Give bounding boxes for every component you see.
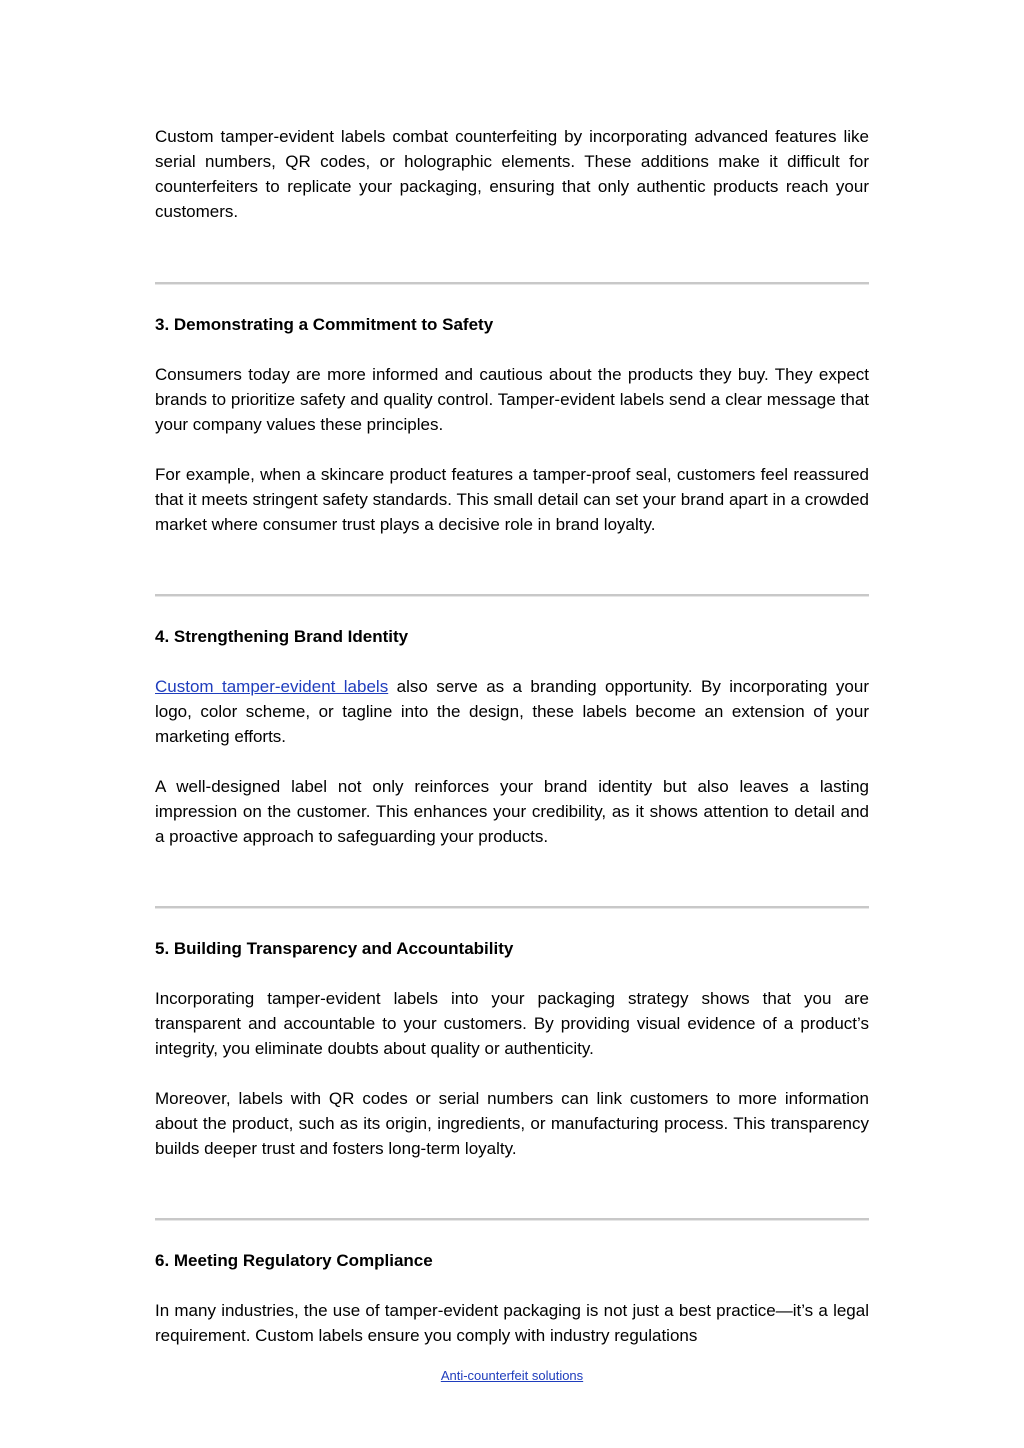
section-heading-safety: 3. Demonstrating a Commitment to Safety (155, 315, 494, 334)
compliance-paragraph-1: In many industries, the use of tamper-evident packaging is not just a best practice—it’s a legal requirement. Custom labels ensure you comply with industry regulations (155, 1301, 869, 1345)
transparency-paragraph-2: Moreover, labels with QR codes or serial numbers can link customers to more information about the product, such as its origin, ingredients, or manufacturing process. This transparency builds deeper trust and fosters long-term loyalty. (155, 1089, 869, 1158)
brand-identity-paragraph-2: A well-designed label not only reinforces your brand identity but also leaves a lasting impression on the customer. This enhances your credibility, as it shows attention to detail and a proactive approach to safeguarding your products. (155, 777, 869, 846)
custom-tamper-evident-labels-link[interactable]: Custom tamper-evident labels (155, 677, 389, 696)
document-page (155, 124, 869, 1348)
section-heading-transparency: 5. Building Transparency and Accountability (155, 939, 514, 958)
safety-paragraph-2: For example, when a skincare product features a tamper-proof seal, customers feel reassured that it meets stringent safety standards. This small detail can set your brand apart in a crowded market where consumer trust plays a decisive role in brand loyalty. (155, 465, 869, 534)
brand-identity-paragraph-1 (155, 674, 869, 749)
section-heading-compliance: 6. Meeting Regulatory Compliance (155, 1251, 433, 1270)
intro-paragraph: Custom tamper-evident labels combat counterfeiting by incorporating advanced features like serial numbers, QR codes, or holographic elements. These additions make it difficult for counterfeiters to replicate your packaging, ensuring that only authentic products reach your customers. (155, 127, 869, 221)
section-divider (155, 906, 869, 909)
brand-identity-paragraph-1-text: also serve as a branding opportunity. By incorporating your logo, color scheme, or tagline into the design, these labels become an extension of your marketing efforts. (155, 677, 869, 746)
page-footer (0, 1367, 1024, 1385)
section-heading-brand-identity: 4. Strengthening Brand Identity (155, 627, 409, 646)
transparency-paragraph-1: Incorporating tamper-evident labels into your packaging strategy shows that you are transparent and accountable to your customers. By providing visual evidence of a product’s integrity, you eliminate doubts about quality or authenticity. (155, 989, 869, 1058)
section-divider (155, 594, 869, 597)
section-divider (155, 282, 869, 285)
anti-counterfeit-solutions-link[interactable]: Anti-counterfeit solutions (440, 1368, 584, 1383)
safety-paragraph-1: Consumers today are more informed and cautious about the products they buy. They expect brands to prioritize safety and quality control. Tamper-evident labels send a clear message that your company values these principles. (155, 365, 869, 434)
section-divider (155, 1218, 869, 1221)
